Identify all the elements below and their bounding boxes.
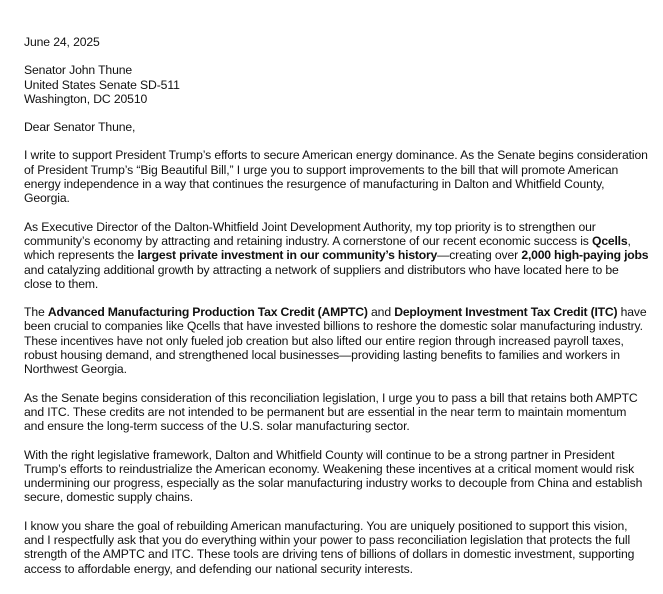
paragraph-3-text-3: have been crucial to companies like Qcells that have invested billions to reshore the domestic solar manufacturing industry. These incentives have not only fueled job creation but also lifted our entire region through increased payroll taxes, robust housing demand, and strengthened local businesses—providing lasting benefits to families and workers in Northwest Georgia. (24, 305, 647, 377)
paragraph-5: With the right legislative framework, Dalton and Whitfield County will continue to be a strong partner in President Trump’s efforts to reindustrialize the American economy. Weakening these incentives at a critical moment would risk undermining our progress, especially as the solar manufacturing industry works to decouple from China and establish secure, domestic supply chains. (24, 447, 643, 505)
amptc-emphasis: Advanced Manufacturing Production Tax Credit (AMPTC) (47, 305, 368, 320)
recipient-name: Senator John Thune (24, 63, 133, 78)
recipient-address (24, 63, 649, 106)
letter-date (24, 35, 649, 49)
paragraph-3-text-2: and (367, 305, 395, 320)
itc-emphasis: Deployment Investment Tax Credit (ITC) (394, 305, 618, 320)
recipient-office: United States Senate SD-511 (24, 77, 180, 92)
salutation-text: Dear Senator Thune, (24, 120, 136, 135)
paragraph-2-text-2: , which represents the (24, 233, 631, 263)
paragraph-6: I know you share the goal of rebuilding American manufacturing. You are uniquely positioned to support this vision, and I respectfully ask that you do everything within your power to pass reconciliation legislation that protects the full strength of the AMPTC and ITC. These tools are driving tens of billions of dollars in domestic investment, supporting access to affordable energy, and defending our national security interests. (24, 518, 635, 576)
paragraph-2-text-3: —creating over (437, 248, 522, 263)
paragraph-3 (24, 305, 649, 376)
largest-investment-emphasis: largest private investment in our community’s history (137, 248, 438, 263)
salutation (24, 120, 649, 134)
paragraph-4: As the Senate begins consideration of this reconciliation legislation, I urge you to pass a bill that retains both AMPTC and ITC. These credits are not intended to be permanent but are essential in the near term to maintain momentum and ensure the long-term success of the U.S. solar manufacturing sector. (24, 390, 638, 434)
paragraph-2-text-4: and catalyzing additional growth by attracting a network of suppliers and distributors who have located here to be close to them. (24, 262, 619, 291)
qcells-emphasis: Qcells (592, 233, 628, 248)
paragraph-2 (24, 220, 649, 291)
paragraph-2-text-1: As Executive Director of the Dalton-Whitfield Joint Development Authority, my top priority is to strengthen our community’s economy by attracting and retaining industry. A cornerstone of our recent economic success is (24, 219, 596, 248)
jobs-emphasis: 2,000 high-paying jobs (521, 248, 649, 263)
paragraph-1: I write to support President Trump’s efforts to secure American energy dominance. As the Senate begins consideration of President Trump’s “Big Beautiful Bill,” I urge you to support improvements to the bill that will promote American energy independence in a way that continues the resurgence of manufacturing in Dalton and Whitfield County, Georgia. (24, 148, 648, 206)
date-text: June 24, 2025 (24, 35, 100, 49)
paragraph-3-text-1: The (24, 305, 48, 320)
recipient-city: Washington, DC 20510 (24, 91, 148, 106)
